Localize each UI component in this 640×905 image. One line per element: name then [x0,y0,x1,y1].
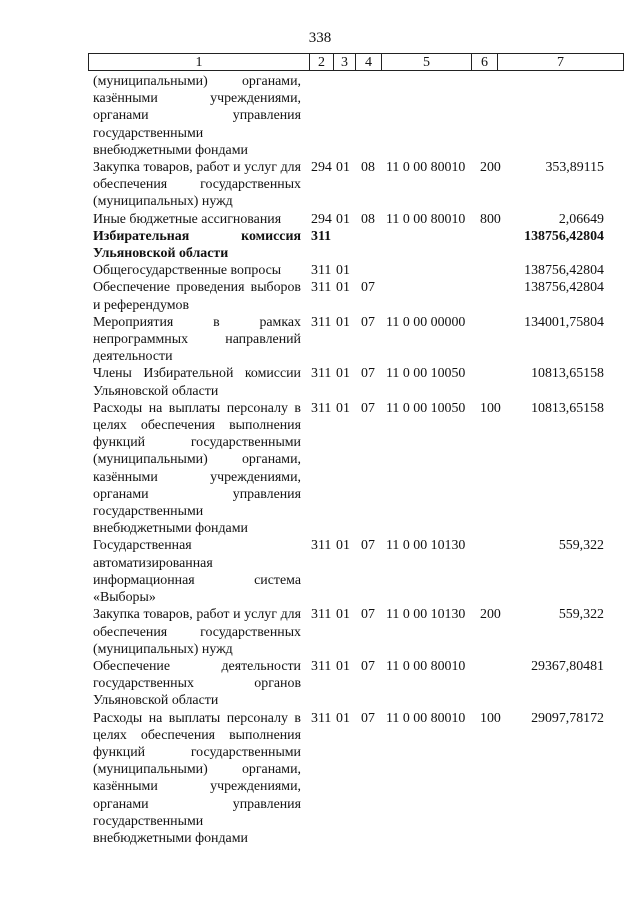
row-ministry-code: 311 [311,400,332,416]
row-subsection-code: 07 [361,538,375,554]
row-target-article: 11 0 00 00000 [386,314,466,330]
table-row [0,228,640,262]
row-ministry-code: 311 [311,263,332,279]
table-row [0,262,640,279]
row-name: Мероприятия в рамках непрограммных направлений деятельности [93,314,301,365]
row-amount: 138756,42804 [524,280,604,296]
row-amount: 559,322 [558,538,604,554]
table-row [0,365,640,399]
row-section-code: 01 [336,263,350,279]
row-amount: 559,322 [558,607,604,623]
row-section-code: 01 [336,710,350,726]
header-col-7: 7 [497,54,623,70]
row-name: Общегосударственные вопросы [93,263,282,279]
table-row [0,400,640,538]
table-row [0,314,640,366]
row-section-code: 01 [336,211,350,227]
row-ministry-code: 294 [311,160,332,176]
row-ministry-code: 311 [311,710,332,726]
row-expense-type: 100 [480,400,501,416]
row-amount: 138756,42804 [524,263,604,279]
row-section-code: 01 [336,160,350,176]
page-number: 338 [308,30,332,46]
row-name: Обеспечение проведения выборов и референдумов [93,280,301,313]
row-name: Закупка товаров, работ и услуг для обеспечения государственных (муниципальных) нужд [93,160,301,210]
row-amount: 138756,42804 [524,228,604,244]
row-name: Обеспечение деятельности государственных органов Ульяновской области [93,658,301,709]
row-amount: 353,89115 [545,160,604,176]
row-subsection-code: 07 [361,710,375,726]
table-row [0,279,640,313]
row-target-article: 11 0 00 80010 [386,160,466,176]
row-subsection-code: 07 [361,658,375,674]
row-subsection-code: 07 [361,314,375,330]
row-section-code: 01 [336,658,350,674]
row-section-code: 01 [336,538,350,554]
row-ministry-code: 311 [311,228,332,244]
row-ministry-code: 311 [311,538,332,554]
header-col-4: 4 [355,54,381,70]
row-name: Государственная автоматизированная информационная система «Выборы» [93,538,301,606]
row-amount: 134001,75804 [524,314,604,330]
header-col-1: 1 [195,55,203,70]
row-section-code: 01 [336,400,350,416]
row-ministry-code: 311 [311,658,332,674]
table-row [0,606,640,658]
row-name: Расходы на выплаты персоналу в целях обеспечения выполнения функций государственными (муниципальными) органами, казёнными учреждениями, органами управления государственными внебюджетными фондами [93,710,301,846]
budget-table-body [0,73,640,847]
row-expense-type: 800 [480,211,501,227]
row-target-article: 11 0 00 10130 [386,607,466,623]
row-ministry-code: 311 [311,280,332,296]
table-row [0,211,640,228]
row-amount: 29097,78172 [531,710,604,726]
row-target-article: 11 0 00 80010 [386,710,466,726]
row-target-article: 11 0 00 10050 [386,366,466,382]
table-row [0,159,640,211]
row-expense-type: 100 [480,710,501,726]
row-target-article: 11 0 00 80010 [386,658,466,674]
row-target-article: 11 0 00 80010 [386,211,466,227]
row-name: Члены Избирательной комиссии Ульяновской области [93,366,301,399]
row-subsection-code: 08 [361,160,375,176]
table-row [0,658,640,710]
row-subsection-code: 07 [361,366,375,382]
row-ministry-code: 311 [311,366,332,382]
row-amount: 10813,65158 [531,366,604,382]
row-subsection-code: 08 [361,211,375,227]
row-section-code: 01 [336,280,350,296]
header-col-6: 6 [471,54,497,70]
row-ministry-code: 294 [311,211,332,227]
row-section-code: 01 [336,607,350,623]
header-col-3: 3 [333,54,355,70]
row-name: (муниципальными) органами, казёнными учреждениями, органами управления государственными внебюджетными фондами [93,74,301,158]
table-row [0,73,640,159]
row-expense-type: 200 [480,160,501,176]
table-header [88,53,624,71]
row-name: Закупка товаров, работ и услуг для обеспечения государственных (муниципальных) нужд [93,607,301,657]
row-name: Избирательная комиссия Ульяновской области [93,228,301,262]
row-name: Иные бюджетные ассигнования [93,211,282,227]
row-expense-type: 200 [480,607,501,623]
row-target-article: 11 0 00 10050 [386,400,466,416]
table-row [0,710,640,848]
row-name: Расходы на выплаты персоналу в целях обеспечения выполнения функций государственными (муниципальными) органами, казёнными учреждениями, органами управления государственными внебюджетными фондами [93,400,301,537]
header-col-5: 5 [381,54,471,70]
row-subsection-code: 07 [361,400,375,416]
row-section-code: 01 [336,314,350,330]
row-section-code: 01 [336,366,350,382]
table-row [0,537,640,606]
header-col-2: 2 [309,54,333,70]
row-ministry-code: 311 [311,314,332,330]
row-subsection-code: 07 [361,607,375,623]
row-amount: 29367,80481 [531,658,604,674]
row-target-article: 11 0 00 10130 [386,538,466,554]
row-subsection-code: 07 [361,280,375,296]
row-ministry-code: 311 [311,607,332,623]
row-amount: 2,06649 [558,211,604,227]
row-amount: 10813,65158 [531,400,604,416]
